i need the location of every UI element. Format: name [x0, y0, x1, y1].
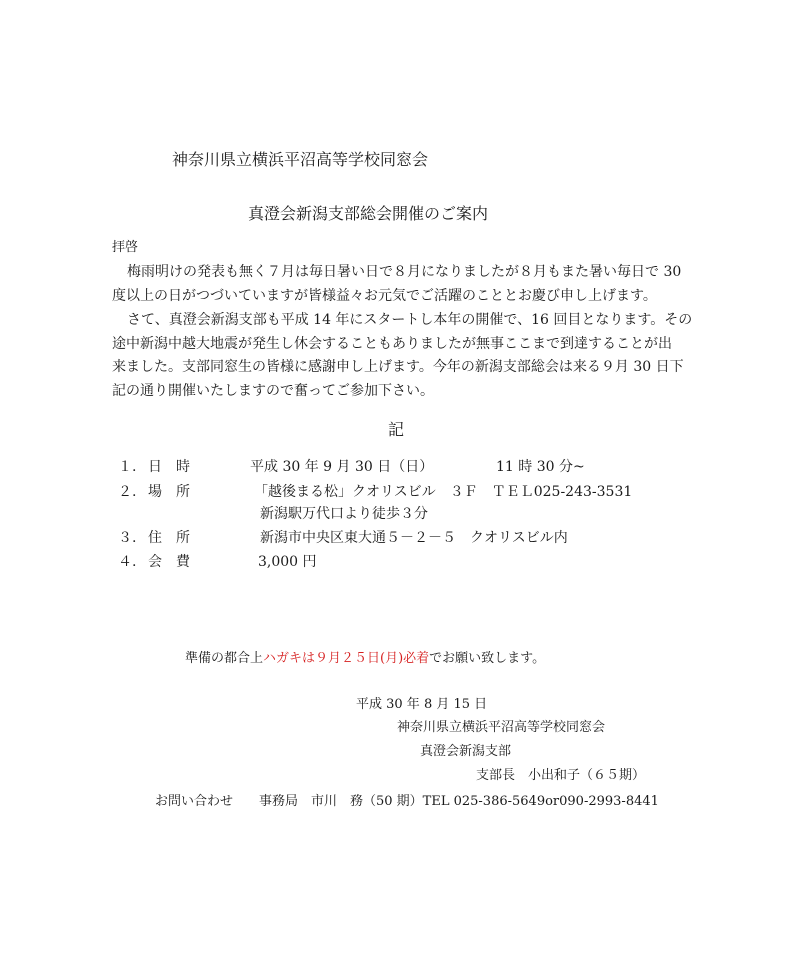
item-value: 「越後まる松」クオリスビル ３Ｆ ＴＥＬ025-243-3531 [254, 484, 633, 500]
item-label: 住 所 [148, 530, 190, 546]
item-value: 3,000 円 [258, 554, 317, 570]
paragraph2-line4: 記の通り開催いたしますので奮ってご参加下さい。 [112, 383, 434, 399]
sign-branch: 真澄会新潟支部 [420, 744, 512, 759]
paragraph2-line3: 来ました。支部同窓生の皆様に感謝申し上げます。今年の新潟支部総会は来る９月 30 日下 [112, 359, 684, 375]
item-number: １. [118, 459, 137, 475]
paragraph1-line1: 梅雨明けの発表も無く７月は毎日暑い日で８月になりましたが８月もまた暑い毎日で 30 [127, 264, 682, 280]
paragraph1-line2: 度以上の日がつづいていますが皆様益々お元気でご活躍のこととお慶び申し上げます。 [112, 288, 657, 304]
request-prefix: 準備の都合上 [185, 651, 264, 666]
item-number: ２. [118, 484, 137, 500]
request-line [185, 650, 545, 668]
notice-title: 真澄会新潟支部総会開催のご案内 [248, 204, 489, 223]
sign-organization: 神奈川県立横浜平沼高等学校同窓会 [397, 720, 606, 735]
sign-chief: 支部長 小出和子（６５期） [476, 768, 646, 783]
request-highlight: ハガキは９月２５日(月)必着 [263, 651, 430, 666]
item-value: 新潟市中央区東大通５－２－５ クオリスビル内 [260, 530, 568, 546]
item-label: 会 費 [148, 554, 190, 570]
issue-date: 平成 30 年 8 月 15 日 [356, 697, 488, 712]
paragraph2-line1: さて、真澄会新潟支部も平成 14 年にスタートし本年の開催で、16 回目となります。その [127, 312, 693, 328]
salutation: 拝啓 [112, 240, 139, 255]
ki-heading: 記 [388, 420, 405, 439]
item-value: 平成 30 年 9 月 30 日（日） [250, 459, 434, 475]
paragraph2-line2: 途中新潟中越大地震が発生し休会することもありましたが無事ここまで到達することが出 [112, 336, 672, 352]
contact-line: お問い合わせ 事務局 市川 務（50 期）TEL 025-386-5649or090-2993-8441 [155, 794, 659, 809]
item-value-sub: 新潟駅万代口より徒歩３分 [260, 506, 428, 522]
item-number: ３. [118, 530, 137, 546]
item-number: ４. [118, 554, 137, 570]
item-label: 場 所 [148, 484, 190, 500]
item-label: 日 時 [148, 459, 190, 475]
request-suffix: でお願い致します。 [429, 651, 546, 666]
item-time: 11 時 30 分~ [496, 459, 585, 475]
organization-heading: 神奈川県立横浜平沼高等学校同窓会 [172, 150, 429, 169]
